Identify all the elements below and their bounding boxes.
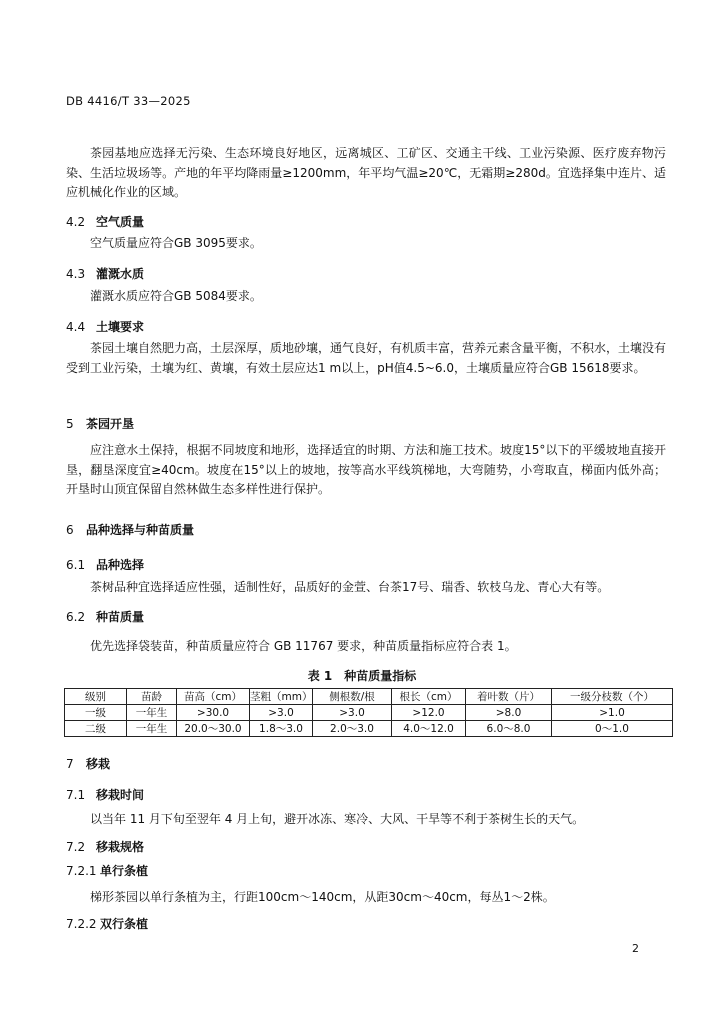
table-cell: >3.0 bbox=[250, 705, 313, 721]
table-header-cell: 侧根数/根 bbox=[313, 689, 392, 705]
section-4-3-text: 灌溉水质应符合GB 5084要求。 bbox=[90, 289, 262, 303]
table-header-cell: 根长（cm） bbox=[392, 689, 466, 705]
section-6-2-heading bbox=[66, 608, 144, 625]
table-cell: >1.0 bbox=[552, 705, 673, 721]
table-cell: 0～1.0 bbox=[552, 721, 673, 737]
table-cell: 1.8～3.0 bbox=[250, 721, 313, 737]
table-cell: 4.0～12.0 bbox=[392, 721, 466, 737]
section-title: 种苗质量 bbox=[96, 610, 145, 624]
table-cell: 2.0～3.0 bbox=[313, 721, 392, 737]
table-cell: 6.0～8.0 bbox=[466, 721, 552, 737]
table-header-cell: 苗龄 bbox=[127, 689, 177, 705]
table-cell: 一级 bbox=[65, 705, 127, 721]
section-6-1-heading bbox=[66, 556, 144, 573]
section-7-1-heading bbox=[66, 786, 144, 803]
section-number: 4.3 bbox=[66, 267, 86, 281]
section-number: 6.1 bbox=[66, 558, 86, 572]
section-number: 4.2 bbox=[66, 215, 86, 229]
intro-paragraph: 茶园基地应选择无污染、生态环境良好地区，远离城区、工矿区、交通主干线、工业污染源、医疗废弃物污染、生活垃圾场等。产地的年平均降雨量≥1200mm，年平均气温≥20℃，无霜期≥280d。宜选择集中连片、适应机械化作业的区域。 bbox=[66, 146, 666, 199]
table-header-cell: 茎粗（mm） bbox=[250, 689, 313, 705]
section-title: 茶园开垦 bbox=[86, 417, 135, 431]
table-header-cell: 一级分枝数（个） bbox=[552, 689, 673, 705]
section-number: 4.4 bbox=[66, 320, 86, 334]
section-number: 7.2 bbox=[66, 840, 86, 854]
section-number: 7.2.2 bbox=[66, 917, 97, 931]
section-5-text: 应注意水土保持，根据不同坡度和地形，选择适宜的时期、方法和施工技术。坡度15°以下的平缓坡地直接开垦，翻垦深度宜≥40cm。坡度在15°以上的坡地，按等高水平线筑梯地，大弯随势，小弯取直，梯面内低外高；开垦时山顶宜保留自然林做生态多样性进行保护。 bbox=[66, 443, 666, 496]
section-number: 7.2.1 bbox=[66, 864, 97, 878]
section-4-2-text: 空气质量应符合GB 3095要求。 bbox=[90, 236, 262, 250]
section-6-1-text: 茶树品种宜选择适应性强，适制性好，品质好的金萱、台茶17号、瑞香、软枝乌龙、青心大有等。 bbox=[90, 580, 610, 594]
table-cell: 一年生 bbox=[127, 721, 177, 737]
section-title: 移栽 bbox=[86, 757, 111, 771]
table-cell: >30.0 bbox=[177, 705, 250, 721]
table-cell: 一年生 bbox=[127, 705, 177, 721]
section-7-2-2-heading bbox=[66, 915, 148, 932]
table-header-cell: 苗高（cm） bbox=[177, 689, 250, 705]
section-7-2-1-text: 梯形茶园以单行条植为主，行距100cm～140cm，从距30cm～40cm，每丛1～2株。 bbox=[90, 890, 555, 904]
table-header-cell: 着叶数（片） bbox=[466, 689, 552, 705]
table-row bbox=[65, 721, 673, 737]
table-row bbox=[65, 705, 673, 721]
section-title: 品种选择 bbox=[96, 558, 145, 572]
table-cell: 20.0～30.0 bbox=[177, 721, 250, 737]
document-code: DB 4416/T 33—2025 bbox=[66, 94, 191, 108]
section-number: 7 bbox=[66, 757, 74, 771]
section-6-2-text: 优先选择袋装苗，种苗质量应符合 GB 11767 要求，种苗质量指标应符合表 1。 bbox=[90, 639, 517, 653]
section-title: 移栽时间 bbox=[96, 788, 145, 802]
table-cell: >3.0 bbox=[313, 705, 392, 721]
section-title: 双行条植 bbox=[100, 917, 149, 931]
table-header-row bbox=[65, 689, 673, 705]
section-title: 灌溉水质 bbox=[96, 267, 145, 281]
table-caption: 表 1 种苗质量指标 bbox=[307, 669, 417, 683]
section-number: 5 bbox=[66, 417, 74, 431]
table-header-cell: 级别 bbox=[65, 689, 127, 705]
section-7-1-text: 以当年 11 月下旬至翌年 4 月上旬，避开冰冻、寒冷、大风、干旱等不利于茶树生长的天气。 bbox=[90, 812, 585, 826]
section-4-3-heading bbox=[66, 265, 144, 282]
section-4-4-text: 茶园土壤自然肥力高，土层深厚，质地砂壤，通气良好，有机质丰富，营养元素含量平衡，不积水，土壤没有受到工业污染，土壤为红、黄壤，有效土层应达1 m以上，pH值4.5~6.0，土壤质量应符合GB 15618要求。 bbox=[66, 341, 667, 375]
seedling-quality-table bbox=[64, 688, 673, 737]
page-number: 2 bbox=[632, 942, 639, 955]
section-number: 6 bbox=[66, 523, 74, 537]
section-title: 品种选择与种苗质量 bbox=[86, 523, 195, 537]
section-title: 土壤要求 bbox=[96, 320, 145, 334]
table-cell: >12.0 bbox=[392, 705, 466, 721]
section-number: 7.1 bbox=[66, 788, 86, 802]
section-title: 单行条植 bbox=[100, 864, 149, 878]
section-5-heading bbox=[66, 415, 134, 432]
section-title: 空气质量 bbox=[96, 215, 145, 229]
section-7-2-1-heading bbox=[66, 862, 148, 879]
section-4-2-heading bbox=[66, 213, 144, 230]
table-cell: 二级 bbox=[65, 721, 127, 737]
section-title: 移栽规格 bbox=[96, 840, 145, 854]
table-cell: >8.0 bbox=[466, 705, 552, 721]
section-4-4-heading bbox=[66, 318, 144, 335]
section-6-heading bbox=[66, 521, 194, 538]
section-7-heading bbox=[66, 755, 110, 772]
section-number: 6.2 bbox=[66, 610, 86, 624]
section-7-2-heading bbox=[66, 838, 144, 855]
